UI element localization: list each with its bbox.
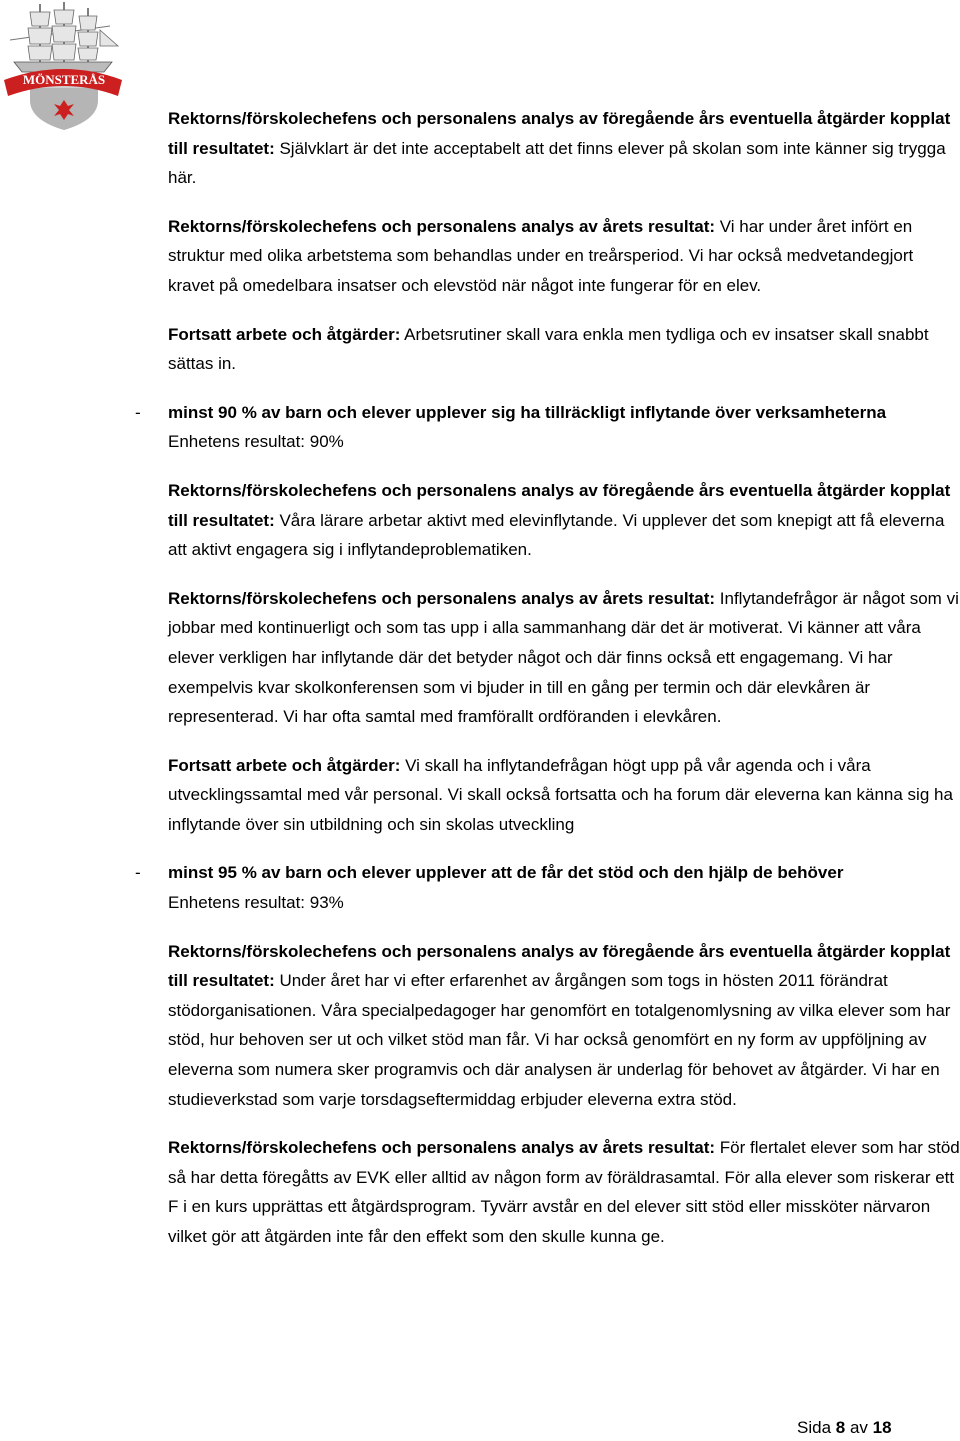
s1-cont-text: Arbetsrutiner skall vara enkla men tydliga och ev insatser skall snabbt sättas in. <box>168 324 929 374</box>
logo-banner-text: MÖNSTERÅS <box>22 72 106 87</box>
s2-year-label: Rektorns/förskolechefens och personalens analys av årets resultat: <box>168 588 716 608</box>
s2-cont-label: Fortsatt arbete och åtgärder: <box>168 755 401 775</box>
s3-result: Enhetens resultat: 93% <box>168 893 344 913</box>
s2-goal <box>135 398 960 428</box>
monsteras-logo <box>0 0 126 132</box>
s2-cont-text: Vi skall ha inflytandefrågan högt upp på vår agenda och i våra utvecklingssamtal med vår personal. Vi skall också fortsatta och ha forum där eleverna kan känna sig ha inflytande över sin utbildning och sin skolas utveckling <box>168 755 953 834</box>
s1-year-analysis <box>168 212 960 301</box>
s2-year-analysis <box>168 584 960 732</box>
footer-prefix: Sida <box>797 1418 836 1437</box>
document-body <box>135 104 960 1271</box>
s2-goal-text: minst 90 % av barn och elever upplever sig ha tillräckligt inflytande över verksamheterna <box>168 402 887 422</box>
footer-of: av <box>845 1418 873 1437</box>
s2-year-text: Inflytandefrågor är något som vi jobbar med kontinuerligt och som tas upp i alla sammanhang där det är motiverat. Vi känner att våra elever verkligen har inflytande där det betyder något och där finns också ett engagemang. Vi har exempelvis kvar skolkonferensen som vi bjuder in till en gång per termin och där elevkåren är representerad. Vi har ofta samtal med framförallt ordföranden i elevkåren. <box>168 588 959 727</box>
s3-prev-label: Rektorns/förskolechefens och personalens analys av föregående års eventuella åtgärder kopplat till resultatet: <box>168 941 951 991</box>
s2-result: Enhetens resultat: 90% <box>168 432 344 452</box>
footer-total-pages: 18 <box>872 1418 892 1437</box>
s2-prev-text: Våra lärare arbetar aktivt med elevinflytande. Vi upplever det som knepigt att få eleverna att aktivt engagera sig i inflytandeproblematiken. <box>168 510 945 560</box>
s1-cont-label: Fortsatt arbete och åtgärder: <box>168 324 401 344</box>
s1-continued-work <box>168 320 960 379</box>
s3-goal <box>135 858 960 888</box>
s3-prev-text: Under året har vi efter erfarenhet av årgången som togs in hösten 2011 förändrat stödorganisationen. Våra specialpedagoger har genomfört en totalgenomlysning av vilka elever som har stöd, hur behoven ser ut och vilket stöd man får. Vi har också genomfört en ny form av uppföljning av eleverna som numera sker programvis och där analysen är underlag för behovet av åtgärder. Vi har en studieverkstad som varje torsdagseftermiddag erbjuder eleverna extra stöd. <box>168 971 951 1109</box>
s3-prev-analysis <box>168 937 960 1115</box>
s3-bullet-dash: - <box>135 863 141 883</box>
s3-year-label: Rektorns/förskolechefens och personalens analys av årets resultat: <box>168 1138 716 1158</box>
s1-prev-text: Självklart är det inte acceptabelt att det finns elever på skolan som inte känner sig trygga här. <box>168 138 946 188</box>
s1-prev-analysis <box>168 104 960 193</box>
footer-page-number: 8 <box>835 1418 846 1437</box>
s2-prev-analysis <box>168 476 960 565</box>
s2-bullet-dash: - <box>135 402 141 422</box>
s1-year-text: Vi har under året infört en struktur med olika arbetstema som behandlas under en treårsperiod. Vi har också medvetandegjort kravet på omedelbara insatser och elevstöd när något inte fungerar för en elev. <box>168 216 914 295</box>
s2-continued-work <box>168 751 960 840</box>
s2-prev-label: Rektorns/förskolechefens och personalens analys av föregående års eventuella åtgärder kopplat till resultatet: <box>168 480 951 530</box>
s3-goal-text: minst 95 % av barn och elever upplever att de får det stöd och den hjälp de behöver <box>168 863 844 883</box>
s1-year-label: Rektorns/förskolechefens och personalens analys av årets resultat: <box>168 216 716 236</box>
s3-year-text: För flertalet elever som har stöd så har detta föregåtts av EVK eller alltid av någon form av föräldrasamtal. För alla elever som riskerar ett F i en kurs upprättas ett åtgärdsprogram. Tyvärr avstår en del elever sitt stöd eller missköter närvaron vilket gör att åtgärden inte får den effekt som den skulle kunna ge. <box>168 1138 960 1246</box>
page-footer <box>797 1418 892 1438</box>
s3-year-analysis <box>168 1133 960 1251</box>
s1-prev-label: Rektorns/förskolechefens och personalens analys av föregående års eventuella åtgärder kopplat till resultatet: <box>168 109 951 158</box>
